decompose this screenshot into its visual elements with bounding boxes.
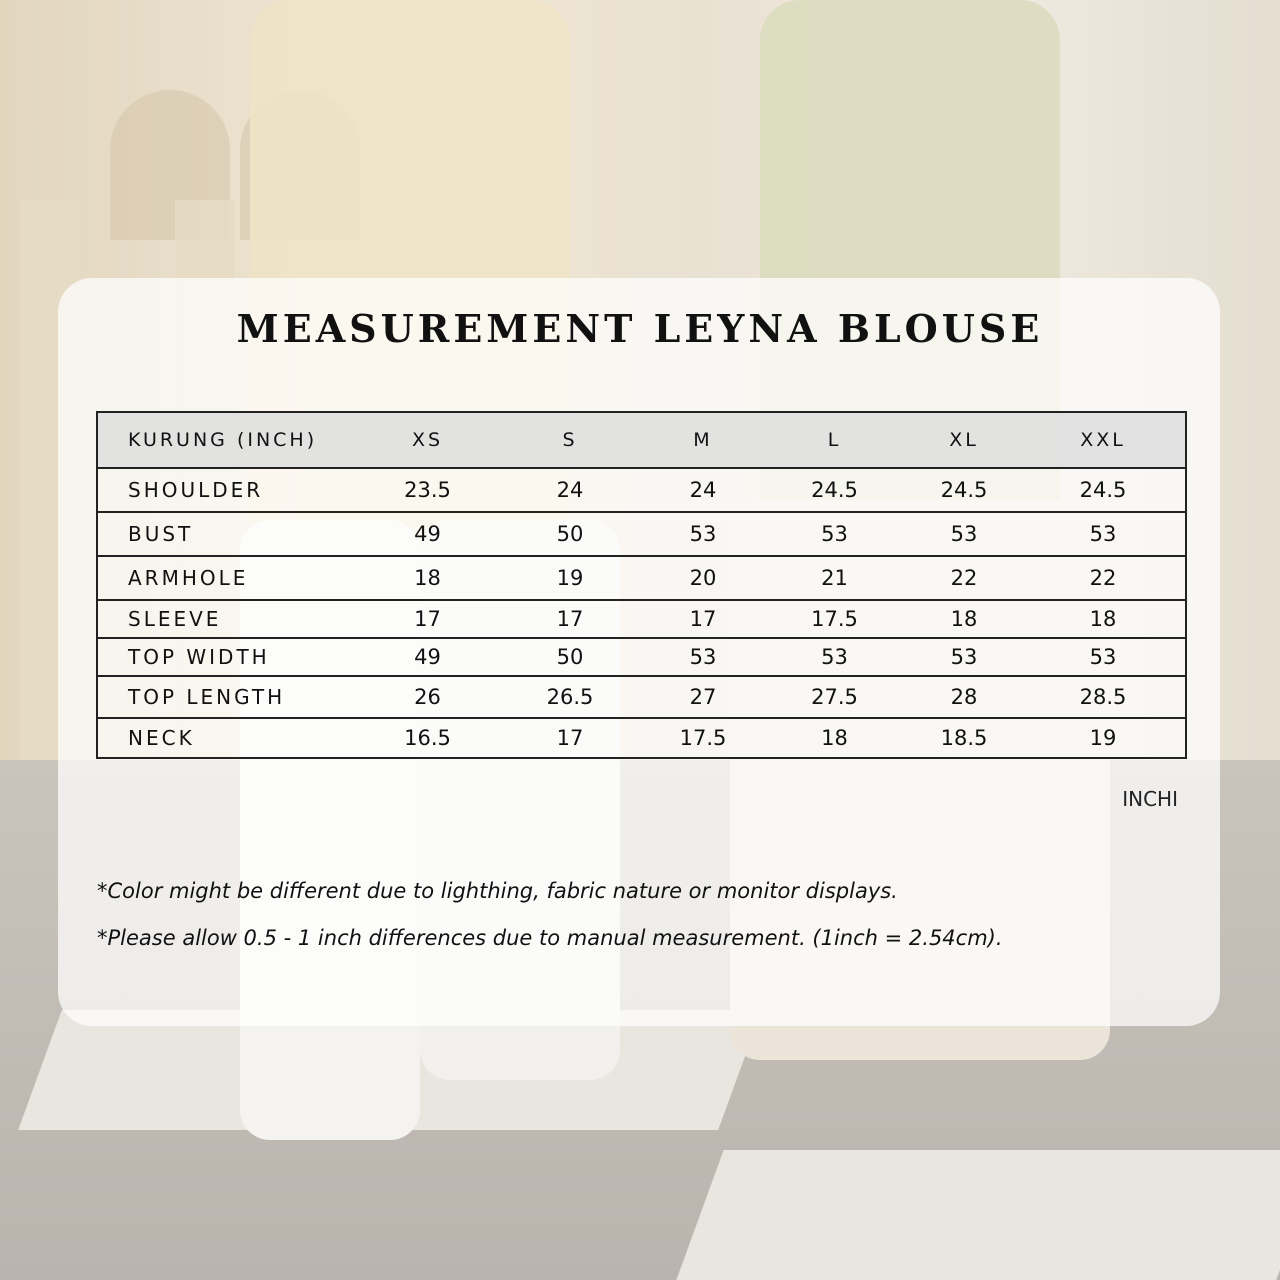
cell-value: 23.5 — [359, 468, 496, 512]
row-label: TOP LENGTH — [97, 676, 359, 718]
cell-value: 24 — [496, 468, 644, 512]
cell-value: 18 — [907, 600, 1021, 638]
cell-value: 17.5 — [762, 600, 907, 638]
cell-value: 26.5 — [496, 676, 644, 718]
table-row — [97, 468, 1186, 512]
cell-value: 53 — [644, 638, 762, 676]
table-row — [97, 600, 1186, 638]
cell-value: 19 — [496, 556, 644, 600]
row-label: SHOULDER — [97, 468, 359, 512]
cell-value: 53 — [907, 512, 1021, 556]
cell-value: 53 — [762, 638, 907, 676]
row-label: ARMHOLE — [97, 556, 359, 600]
table-row — [97, 676, 1186, 718]
table-row — [97, 638, 1186, 676]
note-measurement-disclaimer: *Please allow 0.5 - 1 inch differences due to manual measurement. (1inch = 2.54cm). — [97, 926, 1003, 950]
cell-value: 53 — [907, 638, 1021, 676]
crosswalk-stripe — [676, 1150, 1280, 1280]
cell-value: 53 — [644, 512, 762, 556]
cell-value: 53 — [1021, 512, 1186, 556]
size-header: L — [762, 412, 907, 468]
cell-value: 17 — [359, 600, 496, 638]
cell-value: 22 — [1021, 556, 1186, 600]
cell-value: 27 — [644, 676, 762, 718]
table-corner-label: KURUNG (INCH) — [97, 412, 359, 468]
size-header: M — [644, 412, 762, 468]
row-label: NECK — [97, 718, 359, 758]
cell-value: 21 — [762, 556, 907, 600]
cell-value: 22 — [907, 556, 1021, 600]
cell-value: 53 — [762, 512, 907, 556]
cell-value: 17 — [496, 600, 644, 638]
unit-label: INCHI — [1122, 787, 1178, 811]
cell-value: 17.5 — [644, 718, 762, 758]
table-row — [97, 556, 1186, 600]
cell-value: 16.5 — [359, 718, 496, 758]
size-header: XL — [907, 412, 1021, 468]
cell-value: 49 — [359, 512, 496, 556]
cell-value: 27.5 — [762, 676, 907, 718]
note-color-disclaimer: *Color might be different due to lighthing, fabric nature or monitor displays. — [97, 879, 898, 903]
cell-value: 26 — [359, 676, 496, 718]
page-title: MEASUREMENT LEYNA BLOUSE — [236, 306, 1044, 351]
table-row — [97, 718, 1186, 758]
size-header: S — [496, 412, 644, 468]
row-label: SLEEVE — [97, 600, 359, 638]
row-label: BUST — [97, 512, 359, 556]
size-table — [96, 411, 1187, 759]
cell-value: 24.5 — [907, 468, 1021, 512]
cell-value: 53 — [1021, 638, 1186, 676]
cell-value: 24 — [644, 468, 762, 512]
cell-value: 19 — [1021, 718, 1186, 758]
cell-value: 18 — [359, 556, 496, 600]
cell-value: 24.5 — [1021, 468, 1186, 512]
cell-value: 28 — [907, 676, 1021, 718]
table-header-row — [97, 412, 1186, 468]
cell-value: 24.5 — [762, 468, 907, 512]
cell-value: 17 — [496, 718, 644, 758]
cell-value: 20 — [644, 556, 762, 600]
row-label: TOP WIDTH — [97, 638, 359, 676]
cell-value: 49 — [359, 638, 496, 676]
cell-value: 50 — [496, 638, 644, 676]
size-header: XXL — [1021, 412, 1186, 468]
cell-value: 18.5 — [907, 718, 1021, 758]
cell-value: 17 — [644, 600, 762, 638]
cell-value: 18 — [762, 718, 907, 758]
size-header: XS — [359, 412, 496, 468]
cell-value: 50 — [496, 512, 644, 556]
cell-value: 18 — [1021, 600, 1186, 638]
cell-value: 28.5 — [1021, 676, 1186, 718]
table-row — [97, 512, 1186, 556]
